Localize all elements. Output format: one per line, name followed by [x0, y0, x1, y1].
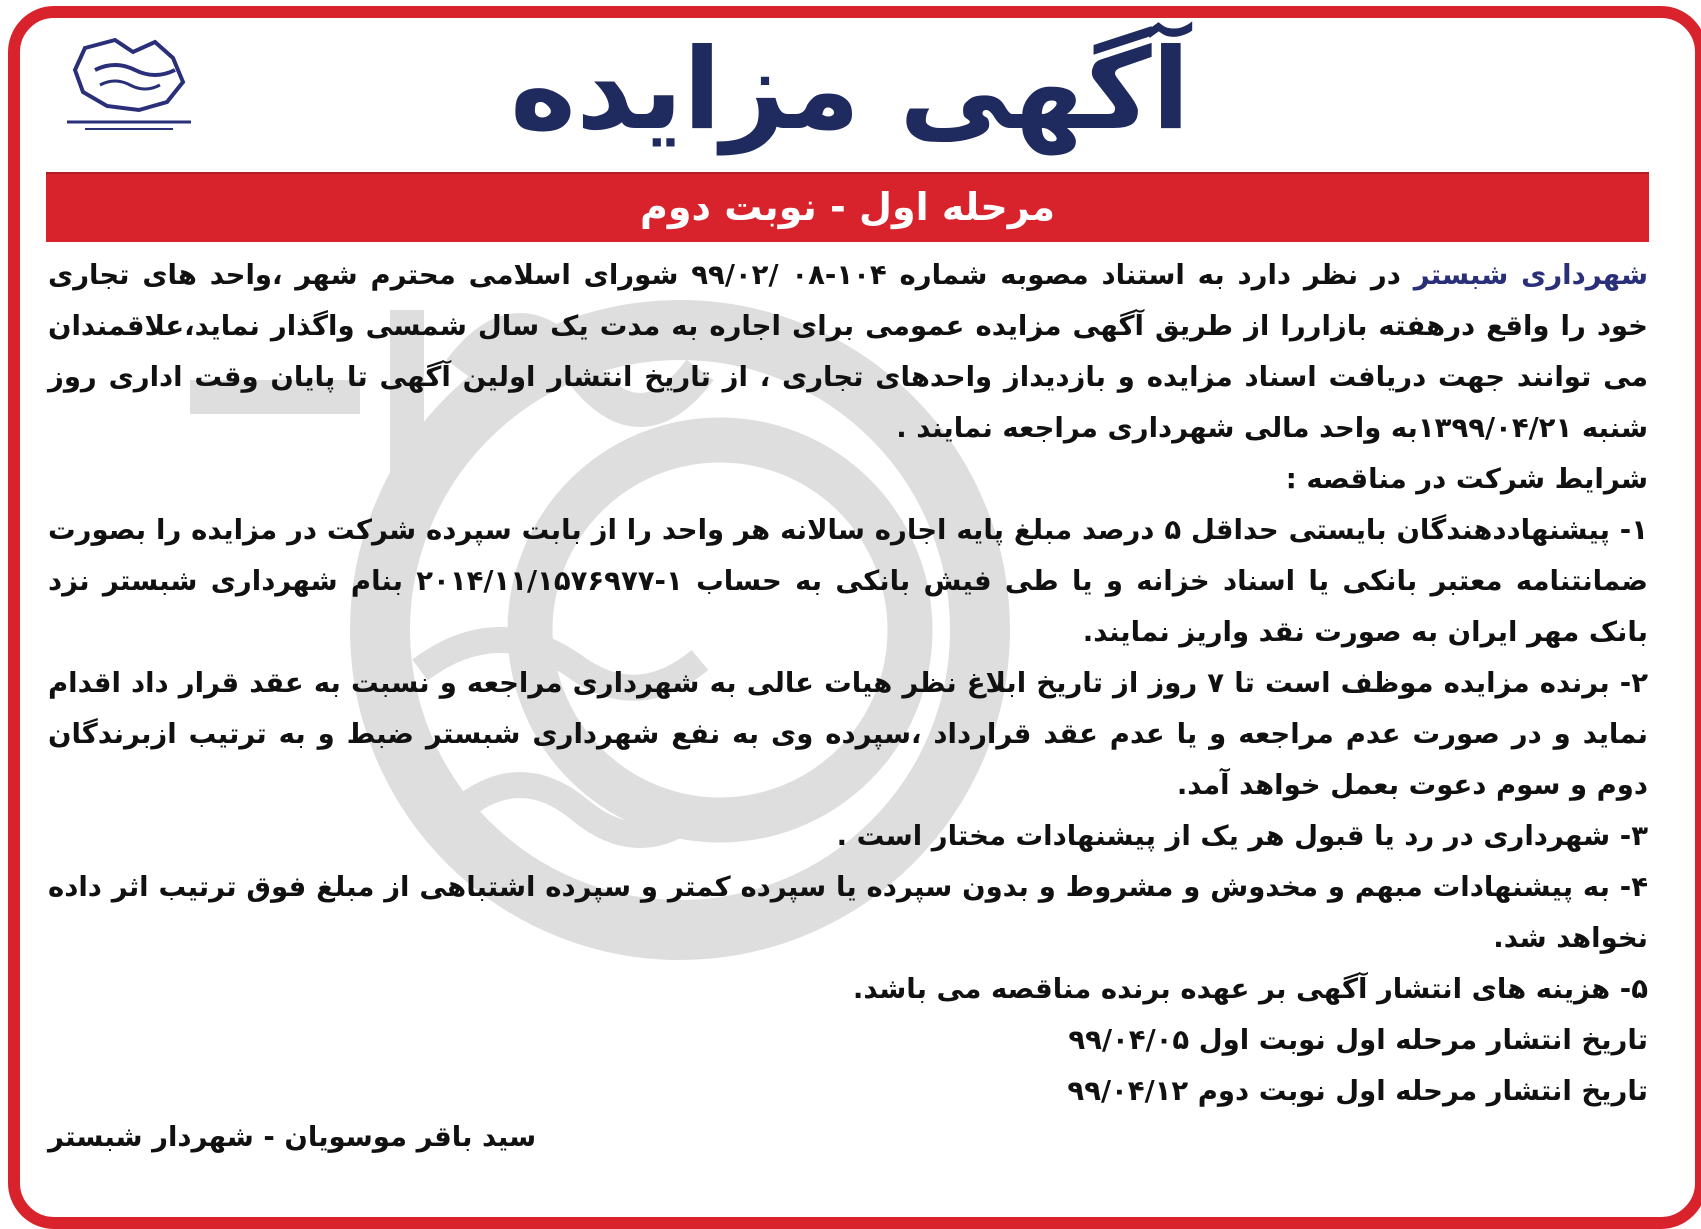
condition-item: ۱- پیشنهاددهندگان بایستی حداقل ۵ درصد مبلغ پایه اجاره سالانه هر واحد را از بابت سپرده شرکت در مزایده را بصورت ضمانتنامه معتبر بانکی یا اسناد خزانه و یا طی فیش بانکی به حساب ۱-۲۰۱۴/۱۱/۱۵۷۶۹۷۷ بنام شهرداری شبستر نزد بانک مهر ایران به صورت نقد واریز نمایند.: [48, 514, 1648, 648]
notice-body: [48, 250, 1648, 1117]
municipality-logo-icon: [55, 30, 200, 135]
condition-item: ۳- شهرداری در رد یا قبول هر یک از پیشنهادات مختار است .: [836, 820, 1648, 852]
municipality-name: شهرداری شبستر: [1413, 259, 1649, 291]
signature: سید باقر موسویان - شهردار شبستر: [48, 1121, 537, 1153]
condition-item: ۴- به پیشنهادات مبهم و مخدوش و مشروط و بدون سپرده یا سپرده کمتر و سپرده اشتباهی از مبلغ فوق ترتیب اثر داده نخواهد شد.: [48, 871, 1648, 954]
conditions-heading: شرایط شرکت در مناقصه :: [1285, 463, 1648, 495]
stage-banner: [46, 172, 1649, 242]
intro-text: در نظر دارد به استناد مصوبه شماره ۱۰۴-۰۸ /۹۹/۰۲ شورای اسلامی محترم شهر ،واحد های تجاری خود را واقع درهفته بازاررا از طریق آگهی مزایده عمومی برای اجاره به مدت یک سال شمسی واگذار نماید،علاقمندان می توانند جهت دریافت اسناد مزایده و بازدیداز واحدهای تجاری ، از تاریخ انتشار اولین آگهی تا پایان وقت اداری روز شنبه ۱۳۹۹/۰۴/۲۱به واحد مالی شهرداری مراجعه نمایند .: [48, 259, 1648, 444]
intro-paragraph: [48, 250, 1648, 454]
condition-item: ۵- هزینه های انتشار آگهی بر عهده برنده مناقصه می باشد.: [852, 973, 1648, 1005]
stage-banner-label: مرحله اول - نوبت دوم: [640, 185, 1055, 229]
condition-item: ۲- برنده مزایده موظف است تا ۷ روز از تاریخ ابلاغ نظر هیات عالی به شهرداری مراجعه و نسبت به عقد قرار داد اقدام نماید و در صورت عدم مراجعه و یا عدم عقد قرارداد ،سپرده وی به نفع شهرداری شبستر ضبط و به ترتیب ازبرندگان دوم و سوم دعوت بعمل خواهد آمد.: [48, 667, 1648, 801]
publish-date: تاریخ انتشار مرحله اول نوبت اول ۹۹/۰۴/۰۵: [1068, 1024, 1648, 1056]
publish-date: تاریخ انتشار مرحله اول نوبت دوم ۹۹/۰۴/۱۲: [1067, 1075, 1648, 1107]
notice-title: آگهی مزایده: [509, 25, 1191, 155]
